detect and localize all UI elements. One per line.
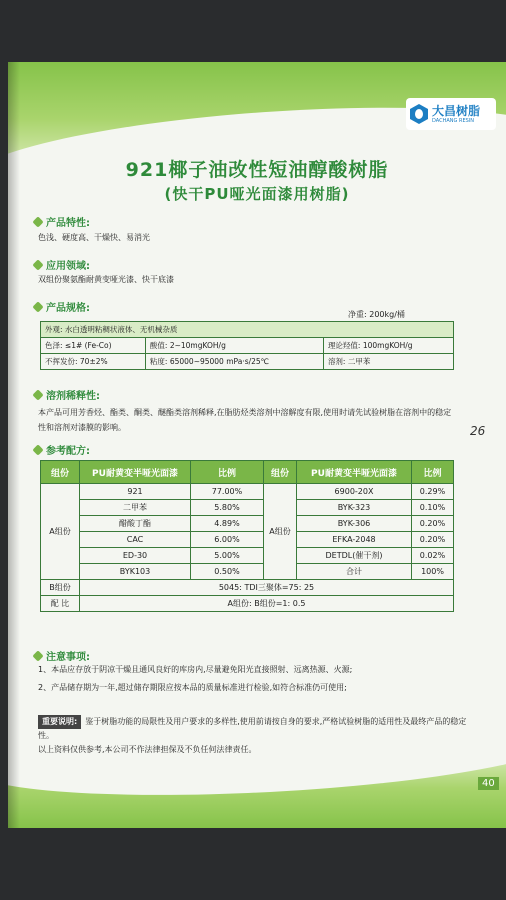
ratio-label: 配 比 (41, 596, 80, 612)
brochure-page (8, 62, 506, 828)
spec-cell: 色泽: ≤1# (Fe-Co) (41, 338, 146, 354)
features-heading: 产品特性: (34, 214, 90, 229)
ratio-value: A组份: B组份=1: 0.5 (80, 596, 454, 612)
bullet-icon (32, 216, 43, 227)
page-title: 921椰子油改性短油醇酸树脂 (125, 159, 389, 181)
recipe-cell: 醋酸丁酯 (80, 516, 191, 532)
important-note (38, 715, 478, 757)
logo-name: 大昌树脂 (432, 103, 481, 118)
group-b-value: 5045: TDI三聚体=75: 25 (80, 580, 454, 596)
company-logo (406, 98, 496, 130)
important-line-1: 鉴于树脂功能的局限性及用户要求的多样性,使用前请按自身的要求,严格试验树脂的适用性及最终产品的稳定性。 (38, 717, 467, 740)
recipe-cell: DETDL(催干剂) (297, 548, 412, 564)
recipe-heading: 参考配方: (34, 442, 90, 457)
specs-heading: 产品规格: (34, 299, 90, 314)
bullet-icon (32, 301, 43, 312)
net-weight: 净重: 200kg/桶 (348, 310, 405, 319)
solubility-text: 本产品可用芳香烃、酯类、酮类、醚酯类溶剂稀释,在脂肪烃类溶剂中溶解度有限,使用时请先试验树脂在溶剂中的稳定性和溶剂对漆膜的影响。 (38, 408, 452, 432)
spec-cell: 溶剂: 二甲苯 (323, 354, 453, 370)
notes-heading: 注意事项: (34, 648, 90, 663)
recipe-cell: BYK103 (80, 564, 191, 580)
spec-cell: 不挥发份: 70±2% (41, 354, 146, 370)
recipe-cell: 合计 (297, 564, 412, 580)
important-badge: 重要说明: (38, 715, 81, 729)
recipe-table (40, 460, 454, 612)
group-a-label: A组份 (41, 484, 80, 580)
recipe-cell: 921 (80, 484, 191, 500)
application-text: 双组份聚氨酯耐黄变哑光漆、快干底漆 (38, 275, 174, 284)
recipe-cell: 0.50% (191, 564, 264, 580)
recipe-cell: 0.10% (412, 500, 454, 516)
recipe-cell: 6900-20X (297, 484, 412, 500)
bullet-icon (32, 650, 43, 661)
recipe-cell: CAC (80, 532, 191, 548)
handwritten-note: 26 (470, 424, 486, 438)
spec-table (40, 321, 454, 370)
recipe-cell: EFKA-2048 (297, 532, 412, 548)
spec-cell: 酸值: 2~10mgKOH/g (145, 338, 323, 354)
recipe-header: 比例 (412, 461, 454, 484)
important-line-2: 以上资料仅供参考,本公司不作法律担保及不负任何法律责任。 (38, 745, 257, 754)
bullet-icon (32, 389, 43, 400)
application-heading: 应用领域: (34, 257, 90, 272)
recipe-cell: 二甲苯 (80, 500, 191, 516)
recipe-cell: BYK-323 (297, 500, 412, 516)
recipe-cell: BYK-306 (297, 516, 412, 532)
spec-cell: 粘度: 65000~95000 mPa·s/25℃ (145, 354, 323, 370)
recipe-header: 组份 (264, 461, 297, 484)
spec-cell: 理论羟值: 100mgKOH/g (323, 338, 453, 354)
solubility-heading: 溶剂稀释性: (34, 387, 100, 402)
note-item: 2、产品储存期为一年,超过储存期限应按本品的质量标准进行检验,如符合标准仍可使用; (38, 683, 347, 692)
recipe-cell: 0.20% (412, 516, 454, 532)
recipe-cell: 0.29% (412, 484, 454, 500)
logo-sub: DACHANG RESIN (432, 117, 474, 124)
recipe-cell: 100% (412, 564, 454, 580)
recipe-header: 比例 (191, 461, 264, 484)
recipe-cell: 5.00% (191, 548, 264, 564)
spec-cell: 外观: 水白透明粘稠状液体、无机械杂质 (41, 322, 454, 338)
group-b-label: B组份 (41, 580, 80, 596)
bullet-icon (32, 444, 43, 455)
binding-shadow (8, 62, 20, 828)
recipe-header: PU耐黄变半哑光面漆 (80, 461, 191, 484)
recipe-cell: 0.02% (412, 548, 454, 564)
bullet-icon (32, 259, 43, 270)
recipe-cell: 4.89% (191, 516, 264, 532)
group-a-label-right: A组份 (264, 484, 297, 580)
page-number: 40 (478, 777, 499, 790)
logo-mark-icon (410, 104, 428, 124)
recipe-cell: 77.00% (191, 484, 264, 500)
recipe-header: PU耐黄变半哑光面漆 (297, 461, 412, 484)
recipe-cell: ED-30 (80, 548, 191, 564)
recipe-header: 组份 (41, 461, 80, 484)
note-item: 1、本品应存放于阴凉干燥且通风良好的库房内,尽量避免阳光直接照射、远离热源、火源; (38, 665, 353, 674)
recipe-cell: 6.00% (191, 532, 264, 548)
page-subtitle: (快干PU哑光面漆用树脂) (164, 185, 350, 203)
recipe-cell: 5.80% (191, 500, 264, 516)
recipe-cell: 0.20% (412, 532, 454, 548)
features-text: 色浅、硬度高、干燥快、易消光 (38, 233, 150, 242)
